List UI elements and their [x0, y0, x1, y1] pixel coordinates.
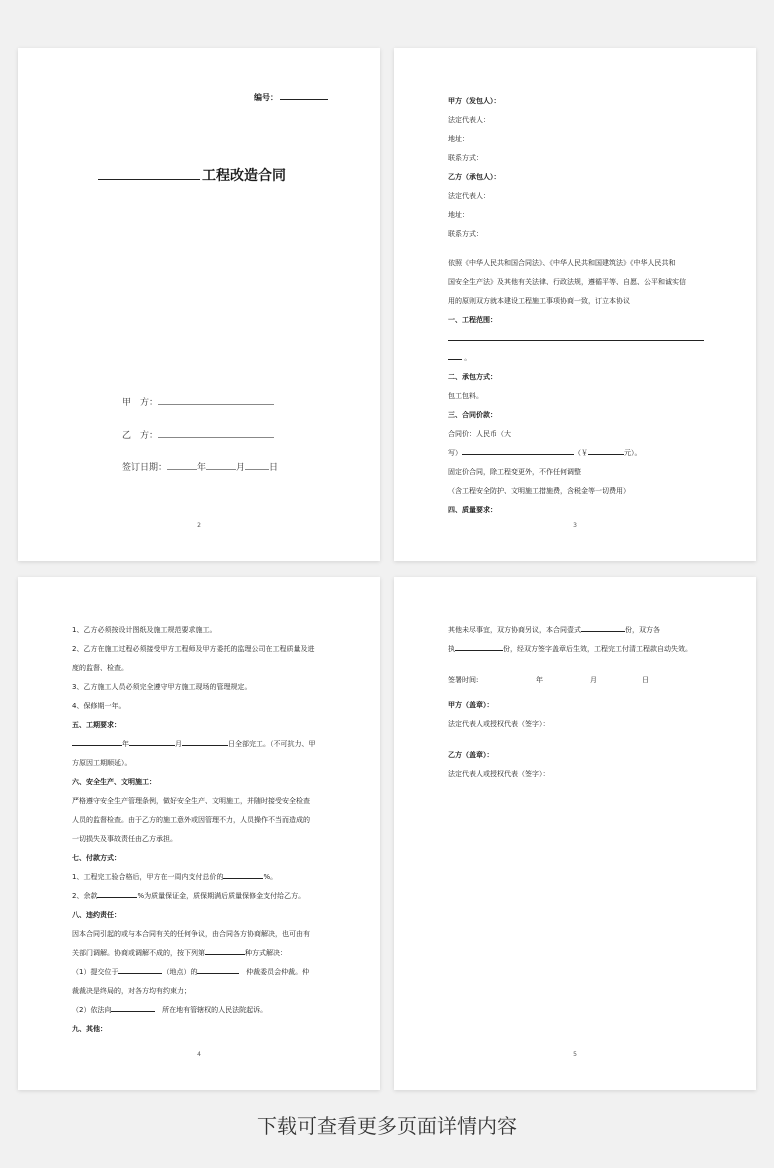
- basis-line-3: 用的原则双方就本建设工程施工事项协商一致，订立本协议: [448, 297, 630, 305]
- month-label: 月: [236, 463, 246, 473]
- dispute-line-1: 因本合同引起的或与本合同有关的任何争议，由合同各方协商解决，也可由有: [72, 930, 310, 938]
- party-b-legal-rep: 法定代表人：: [448, 192, 490, 200]
- party-b-label: 乙 方：: [122, 431, 159, 441]
- party-a-contact: 联系方式：: [448, 154, 483, 162]
- other-line-1: 其他未尽事宜，双方协商另议，本合同壹式 份，双方各: [448, 626, 660, 634]
- safety-line-1: 严格遵守安全生产管理条例，做好安全生产、文明施工，并随时接受安全检查: [72, 797, 310, 805]
- party-b-address: 地址：: [448, 211, 469, 219]
- page-number: 4: [197, 1051, 201, 1058]
- party-a-address: 地址：: [448, 135, 469, 143]
- serial-blank: [280, 92, 328, 100]
- page-number: 5: [573, 1051, 577, 1058]
- quality-item-4: 4、保修期一年。: [72, 702, 126, 710]
- dispute-line-3: （1）提交位于 （地点）的 仲裁委员会仲裁。仲: [72, 968, 310, 976]
- section-9-heading: 九、其他：: [72, 1025, 107, 1033]
- sign-time-row: [448, 671, 704, 690]
- dispute-line-4: 裁裁决是终局的，对各方均有约束力；: [72, 987, 191, 995]
- party-a-heading: 甲方（发包人）：: [448, 97, 501, 105]
- basis-line-2: 国安全生产法》及其他有关法律、行政法规，遵循平等、自愿、公平和诚实信: [448, 278, 686, 286]
- party-b-heading: 乙方（承包人）：: [448, 173, 501, 181]
- schedule-line-2: 方原因工期顺延）。: [72, 759, 132, 767]
- section-2-heading: 二、承包方式：: [448, 373, 497, 381]
- safety-line-3: 一切损失及事故责任由乙方承担。: [72, 835, 177, 843]
- sign-date-label: 签订日期：: [122, 463, 168, 473]
- contract-page-cover: [18, 48, 380, 561]
- title-blank: [98, 167, 200, 180]
- scope-blank-line-2: 。: [448, 349, 704, 368]
- party-a-representative: 法定代表人或授权代表（签字）：: [448, 720, 550, 728]
- section-7-heading: 七、付款方式：: [72, 854, 121, 862]
- sign-date-field: [122, 460, 278, 473]
- price-line-3: 固定价合同，除工程变更外，不作任何调整: [448, 468, 581, 476]
- other-line-2: 执 份，经双方签字盖章后生效，工程完工付清工程款自动失效。: [448, 645, 692, 653]
- party-a-seal: 甲方（盖章）：: [448, 701, 494, 709]
- section-3-heading: 三、合同价款：: [448, 411, 497, 419]
- serial-label: 编号：: [254, 93, 278, 102]
- price-line-4: （含工程安全防护、文明施工措施费，含税金等一切费用）: [448, 487, 630, 495]
- sign-time-label: 签署时间:: [448, 676, 479, 684]
- section-8-heading: 八、违约责任：: [72, 911, 121, 919]
- schedule-line: 年 月 日全部完工。（不可抗力、甲: [72, 735, 328, 754]
- payment-line-1: 1、工程完工验合格后，甲方在一周内支付总价的 %。: [72, 873, 278, 881]
- section-6-heading: 六、安全生产、文明施工：: [72, 778, 156, 786]
- party-b-representative: 法定代表人或授权代表（签字）：: [448, 770, 550, 778]
- section-4-heading: 四、质量要求：: [448, 506, 497, 514]
- section-5-heading: 五、工期要求：: [72, 721, 121, 729]
- party-b-contact: 联系方式：: [448, 230, 483, 238]
- download-caption: 下载可查看更多页面详情内容: [257, 1114, 517, 1138]
- page-5-body: [448, 621, 704, 784]
- year-label: 年: [536, 676, 543, 684]
- payment-line-2: 2、余款 %为质量保证金，质保期满后质量保修金支付给乙方。: [72, 892, 306, 900]
- contract-method: 包工包料。: [448, 392, 483, 400]
- safety-line-2: 人员的监督检查。由于乙方的施工意外或因管理不力，人员操作不当而造成的: [72, 816, 310, 824]
- dispute-line-2: 关部门调解。协商或调解不成的，按下列第 种方式解决：: [72, 949, 287, 957]
- month-label: 月: [590, 676, 597, 684]
- page-number: 3: [573, 522, 577, 529]
- year-label: 年: [197, 463, 207, 473]
- party-b-blank: [158, 429, 274, 438]
- contract-page-parties: [394, 48, 756, 561]
- day-label: 日: [269, 463, 279, 473]
- contract-page-terms: [18, 577, 380, 1090]
- page-number: 2: [197, 522, 201, 529]
- party-b-field: [122, 428, 274, 441]
- party-a-legal-rep: 法定代表人：: [448, 116, 490, 124]
- day-label: 日: [642, 676, 649, 684]
- document-title: [98, 165, 286, 185]
- scope-blank-line-1: [448, 330, 704, 349]
- party-a-label: 甲 方：: [122, 398, 159, 408]
- basis-line-1: 依照《中华人民共和国合同法》、《中华人民共和国建筑法》《中华人民共和: [448, 259, 676, 267]
- quality-item-2-cont: 度的监督、检查。: [72, 664, 128, 672]
- quality-item-2: 2、乙方在施工过程必须接受甲方工程师及甲方委托的监理公司在工程质量及进: [72, 645, 315, 653]
- contract-page-signature: [394, 577, 756, 1090]
- section-1-heading: 一、工程范围：: [448, 316, 497, 324]
- dispute-line-5: （2）依法向 所在地有管辖权的人民法院起诉。: [72, 1006, 268, 1014]
- quality-item-3: 3、乙方施工人员必须完全遵守甲方施工现场的管理规定。: [72, 683, 252, 691]
- page-4-body: [72, 621, 328, 1039]
- page-3-body: [448, 92, 704, 520]
- price-line-2: 写） （￥ 元）。: [448, 449, 642, 457]
- party-a-blank: [158, 396, 274, 405]
- price-line-1: 合同价：人民币（大: [448, 430, 511, 438]
- quality-item-1: 1、乙方必须按设计图纸及施工规范要求施工。: [72, 626, 217, 634]
- serial-number: [254, 92, 328, 103]
- party-b-seal: 乙方（盖章）：: [448, 751, 494, 759]
- party-a-field: [122, 395, 274, 408]
- title-text: 工程改造合同: [202, 168, 286, 184]
